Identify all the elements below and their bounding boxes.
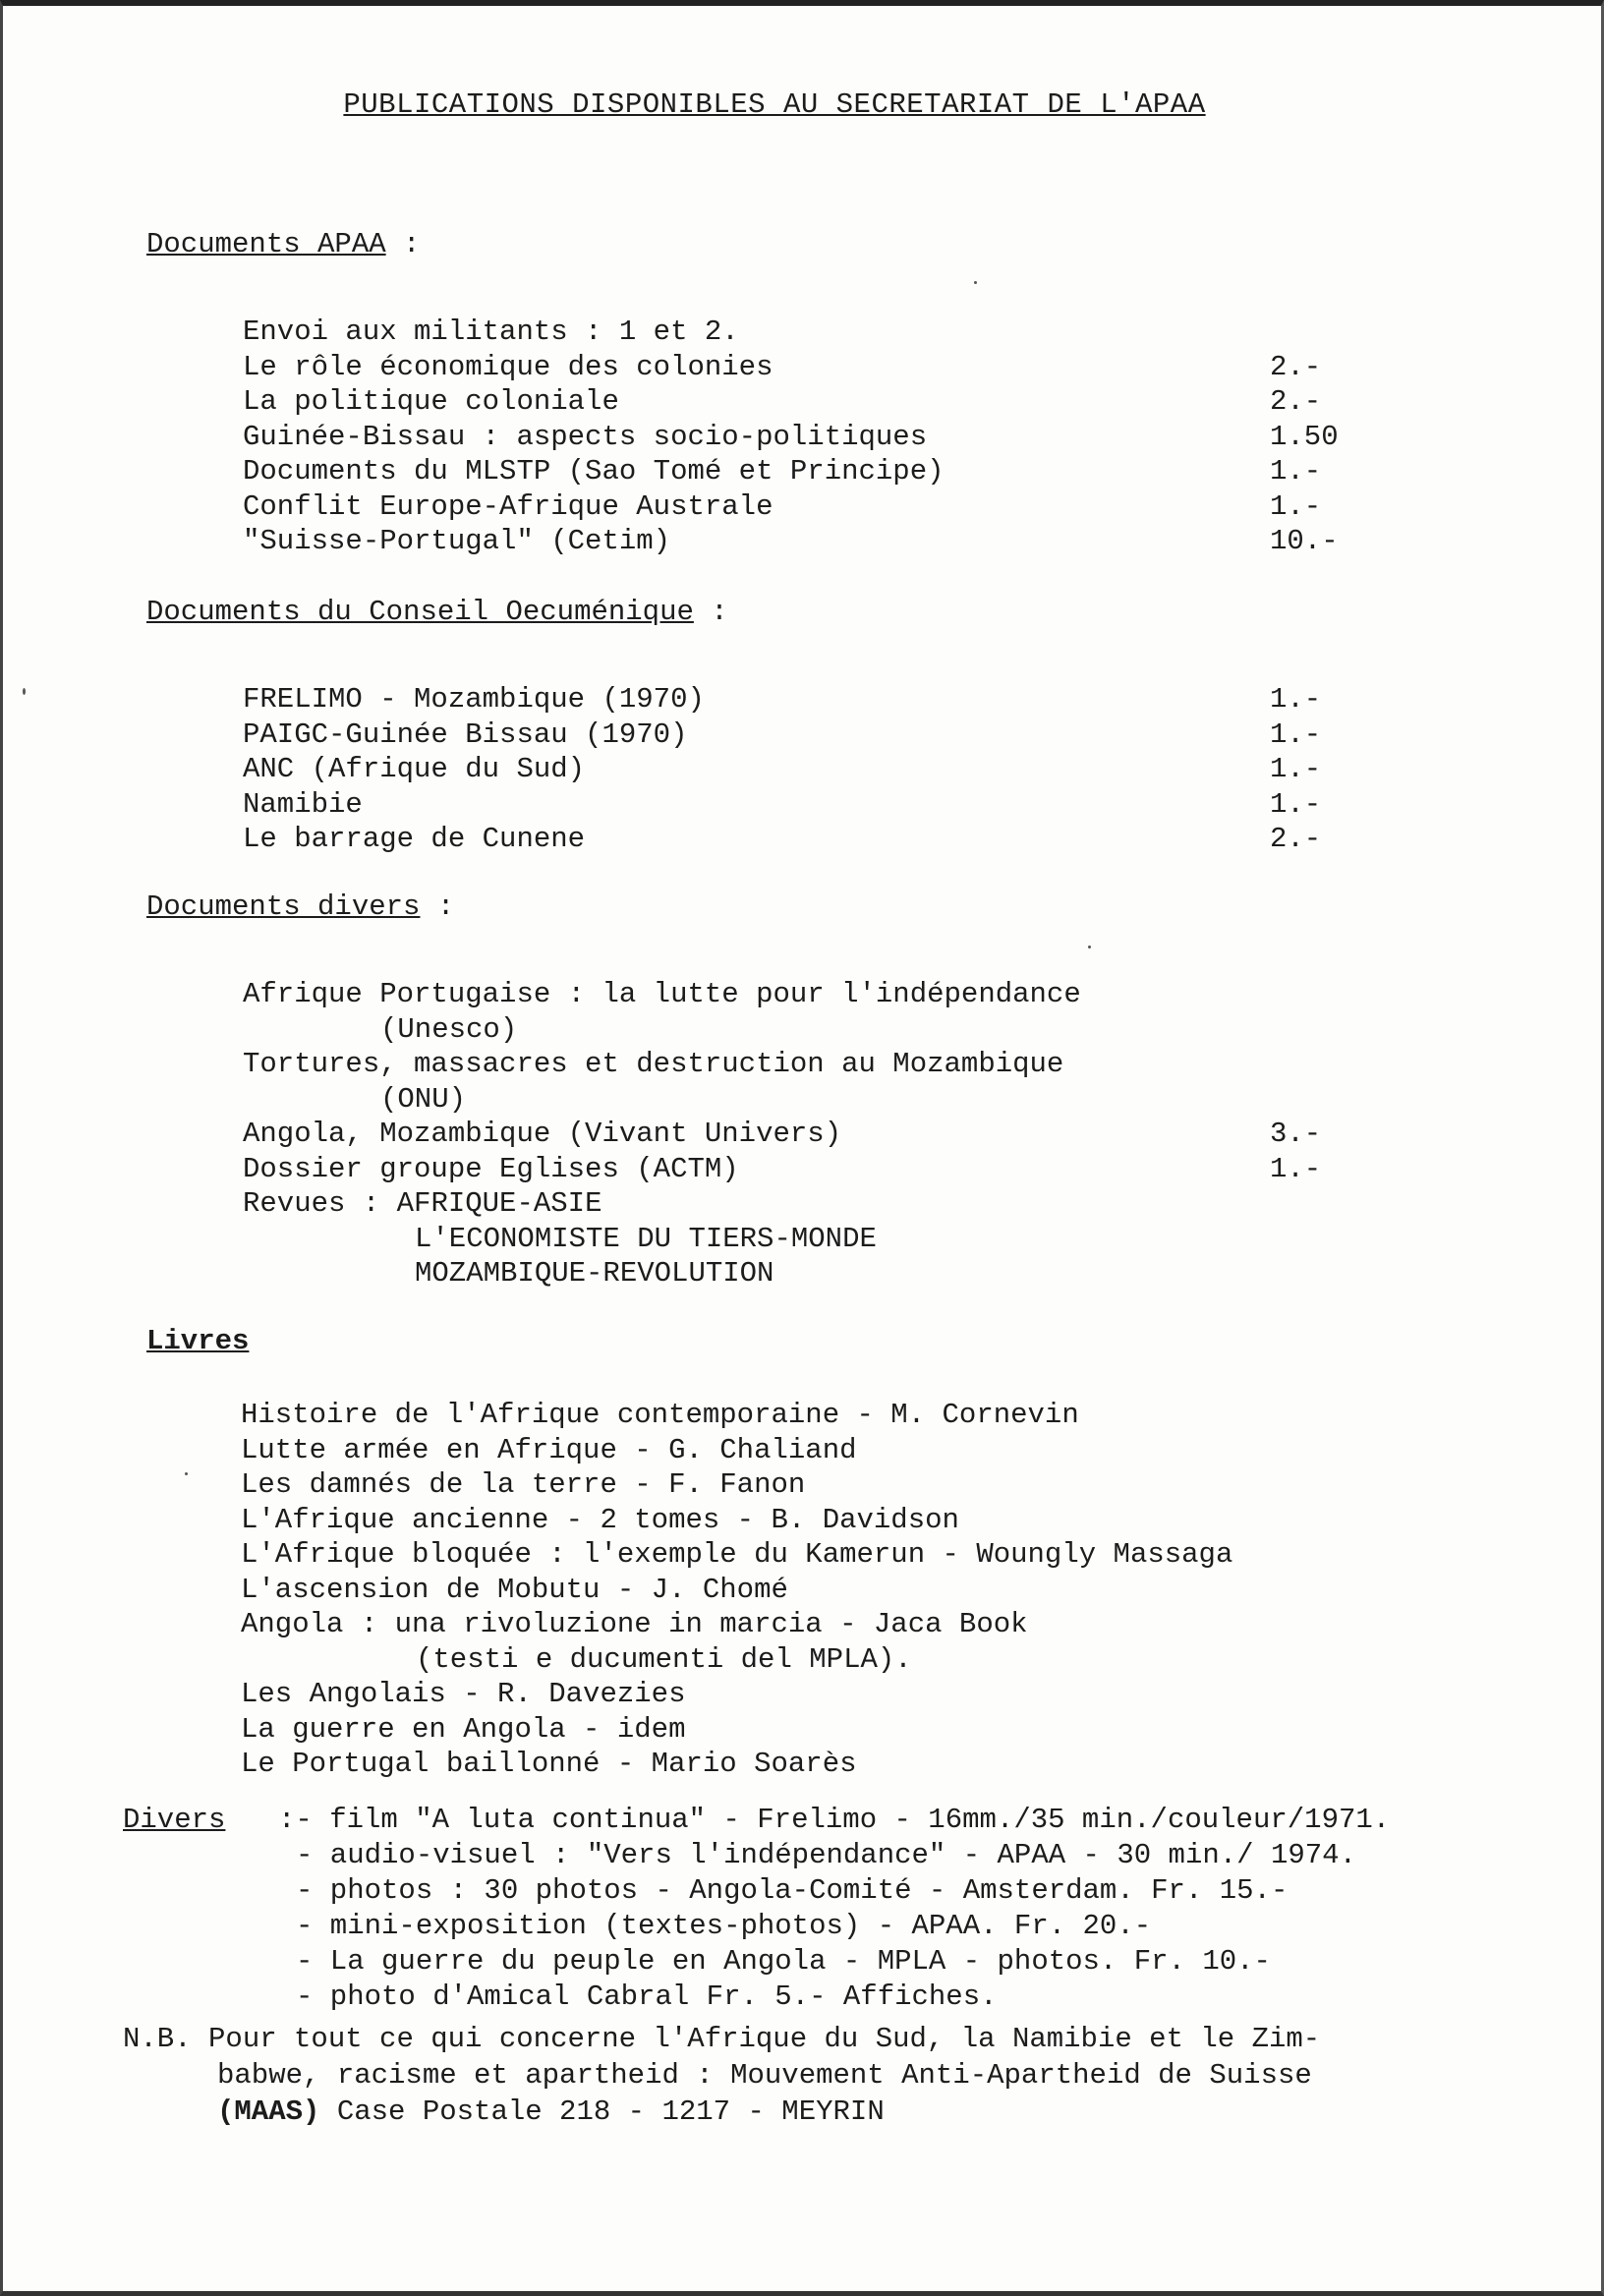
price: 1.- <box>1270 1152 1322 1185</box>
section-heading-suffix: : <box>420 890 455 923</box>
list-item: L'Afrique ancienne - 2 tomes - B. Davidson <box>241 1503 959 1536</box>
section-heading-label: Documents divers <box>146 890 421 923</box>
section-heading-label: Livres <box>146 1325 250 1357</box>
list-item: Lutte armée en Afrique - G. Chaliand <box>241 1433 857 1466</box>
price: 1.50 <box>1270 420 1339 453</box>
section-heading-suffix: : <box>693 596 728 628</box>
maas-label: (MAAS) <box>217 2095 320 2128</box>
section-heading <box>146 596 728 628</box>
price: 3.- <box>1270 1118 1322 1150</box>
list-item: Tortures, massacres et destruction au Mozambique (ONU) <box>243 1048 1064 1116</box>
price: 10.- <box>1270 525 1339 557</box>
price: 1.- <box>1270 718 1322 751</box>
list-item: Conflit Europe-Afrique Australe 1.- <box>243 489 1322 523</box>
list-item: "Suisse-Portugal" (Cetim) 10.- <box>243 525 1339 557</box>
price: 1.- <box>1270 455 1322 488</box>
section-heading <box>146 228 420 260</box>
list-item: Envoi aux militants : 1 et 2. <box>243 316 739 348</box>
list-item: Angola : una rivoluzione in marcia - Jaca Book (testi e ducumenti del MPLA). <box>241 1608 1028 1676</box>
list-item: Guinée-Bissau : aspects socio-politiques 1.50 <box>243 420 1339 453</box>
nota-bene: N.B. Pour tout ce qui concerne l'Afrique du Sud, la Namibie et le Zim- babwe, racisme et apartheid : Mouvement Anti-Apartheid de Suisse (MAAS) Case Postale 218 - 1217 - MEYRIN <box>123 2023 1321 2128</box>
scan-speck <box>974 281 977 284</box>
list-item: Dossier groupe Eglises (ACTM) 1.- <box>243 1152 1322 1185</box>
scan-speck <box>23 688 26 695</box>
list-item: Histoire de l'Afrique contemporaine - M. Cornevin <box>241 1399 1079 1431</box>
revue-title: MOZAMBIQUE-REVOLUTION <box>415 1257 774 1290</box>
item-list <box>243 315 1373 559</box>
revue-title: AFRIQUE-ASIE <box>396 1187 602 1220</box>
list-item: Documents du MLSTP (Sao Tomé et Principe) 1.- <box>243 455 1322 488</box>
section-heading-label: Documents APAA <box>146 228 386 260</box>
page-title: PUBLICATIONS DISPONIBLES AU SECRETARIAT DE L'APAA <box>343 88 1206 121</box>
list-item: ANC (Afrique du Sud) 1.- <box>243 753 1322 785</box>
list-item: Afrique Portugaise : la lutte pour l'indépendance (Unesco) <box>243 978 1081 1046</box>
price: 1.- <box>1270 683 1322 716</box>
list-item: PAIGC-Guinée Bissau (1970) 1.- <box>243 718 1322 751</box>
price: 2.- <box>1270 823 1322 855</box>
item-list <box>243 682 1373 857</box>
document-page: PUBLICATIONS DISPONIBLES AU SECRETARIAT DE L'APAA Documents APAA : Envoi aux militants : 1 et 2. Le rôle économique des colonies 2.- La politique coloniale 2.- Guinée-Bissau : aspects socio-politiques 1.50 Documents du MLSTP (Sao Tomé et Principe) 1.- Conflit Europe-Afrique Australe 1.- "Suisse-Portugal" (Cetim) 10.- Documents du Conseil Oecuménique : FRELIMO - Mozambique (1970) 1.- PAIGC-Guinée Bissau (1970) 1.- ANC (Afrique du Sud) 1.- Namibie 1.- Le barrage de Cunene 2.- Documents divers : Afrique Portugaise : la lutte pour l'indépendance (Unesco) Tortures, massacres et destruction au Mozambique (ONU) Angola, Mozambique (Vivant Univers) 3.- Dossier groupe Eglises (ACTM) 1.- Revues : AFRIQUE-ASIE L'ECONOMISTE DU TIERS-MONDE MOZAMBIQUE-REVOLUTION Livres Histoire de l'Afrique contemporaine - M. Cornevin Lutte armée en Afrique - G. Chaliand Les damnés de la terre - F. Fanon L'Afrique ancienne - 2 tomes - B. Davidson L'Afrique bloquée : l'exemple du Kamerun - Woungly Massaga L'ascension de Mobutu - J. Chomé Angola : una rivoluzione in marcia - Jaca Book (testi e ducumenti del MPLA). Les Angolais - R. Davezies La guerre en Angola - idem Le Portugal baillonné - Mario Soarès Divers :- film "A luta continua" - Frelimo - 16mm./35 min./couleur/1971. - audio-visuel : "Vers l'indépendance" - APAA - 30 min./ 1974. - photos : 30 photos - Angola-Comité - Amsterdam. Fr. 15.- - mini-exposition (textes-photos) - APAA. Fr. 20.- - La guerre du peuple en Angola - MPLA - photos. Fr. 10.- - photo d'Amical Cabral Fr. 5.- Affiches. N.B. Pour tout ce qui concerne l'Afrique du Sud, la Namibie et le Zim- babwe, racisme et apartheid : Mouvement Anti-Apartheid de Suisse (MAAS) Case Postale 218 - 1217 - MEYRIN <box>0 0 1604 2296</box>
list-item: L'Afrique bloquée : l'exemple du Kamerun - Woungly Massaga <box>241 1538 1233 1571</box>
list-item: La guerre en Angola - idem <box>241 1712 686 1746</box>
price: 1.- <box>1270 753 1322 785</box>
price: 1.- <box>1270 489 1322 523</box>
section-heading <box>146 1325 249 1357</box>
list-item: FRELIMO - Mozambique (1970) 1.- <box>243 683 1322 716</box>
section-heading-suffix: : <box>385 228 421 260</box>
list-item: Le rôle économique des colonies 2.- <box>243 350 1322 383</box>
list-item: Angola, Mozambique (Vivant Univers) 3.- <box>243 1118 1322 1150</box>
item-list <box>243 977 1373 1292</box>
revues-label: Revues : <box>243 1187 397 1220</box>
revue-title: L'ECONOMISTE DU TIERS-MONDE <box>415 1222 877 1255</box>
list-item: Les Angolais - R. Davezies <box>241 1678 686 1710</box>
divers-label: Divers <box>123 1804 226 1836</box>
list-item: Namibie 1.- <box>243 787 1322 821</box>
list-item: Les damnés de la terre - F. Fanon <box>241 1468 806 1501</box>
price: 1.- <box>1270 787 1322 821</box>
section-heading <box>146 890 454 923</box>
price: 2.- <box>1270 385 1322 418</box>
section-heading-label: Documents du Conseil Oecuménique <box>146 596 694 628</box>
list-item: Le barrage de Cunene 2.- <box>243 823 1322 855</box>
item-list <box>241 1398 1371 1782</box>
list-item: L'ascension de Mobutu - J. Chomé <box>241 1573 788 1606</box>
scan-speck <box>185 1472 188 1475</box>
price: 2.- <box>1270 350 1322 383</box>
list-item: Le Portugal baillonné - Mario Soarès <box>241 1748 857 1780</box>
scan-speck <box>1088 946 1091 948</box>
list-item: La politique coloniale 2.- <box>243 385 1322 418</box>
revues-list <box>243 1186 1373 1292</box>
